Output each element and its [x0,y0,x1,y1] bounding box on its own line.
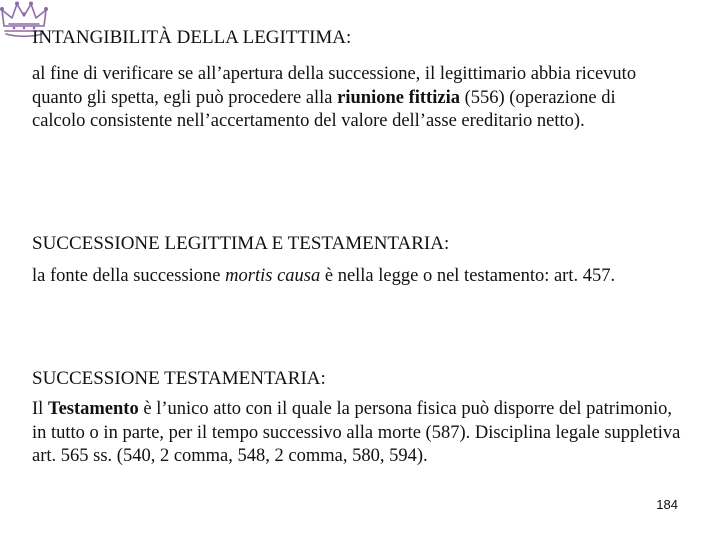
bold-term: riunione fittizia [337,87,460,108]
paragraph-text: la fonte della successione [32,266,226,286]
page-number: 184 [656,497,678,512]
paragraph-text: al fine di verificare se all’apertura della successione, il legittimario abbia ricevuto quanto gli spetta, egli può procedere alla [32,64,637,108]
paragraph-text: (556) (operazione di calcolo consistente nell’accertamento del valore dell’asse ereditario netto). [32,87,616,131]
section-paragraph-successione-legittima [32,265,692,289]
section-paragraph-successione-testamentaria [32,398,682,469]
heading-text: SUCCESSIONE LEGITTIMA E TESTAMENTARIA [32,233,444,254]
section-heading-intangibilita: INTANGIBILITÀ DELLA LEGITTIMA: [32,27,352,48]
paragraph-text: è l’unico atto con il quale la persona fisica può disporre del patrimonio, in tutto o in parte, per il tempo successivo alla morte (587). Disciplina legale suppletiva art. 565 ss. (540, 2 comma, 548, 2 comma, 580, 594). [32,399,681,466]
paragraph-text: è nella legge o nel testamento: art. 457. [320,266,616,286]
section-heading-successione-testamentaria [32,368,326,390]
paragraph-text: Il [32,399,48,419]
heading-text: SUCCESSIONE TESTAMENTARIA [32,368,321,389]
heading-suffix: : [443,233,450,254]
section-paragraph-intangibilita [32,63,672,134]
heading-suffix: : [320,368,326,389]
bold-term: Testamento [47,399,139,419]
italic-term: mortis causa [225,266,321,286]
section-heading-successione-legittima [32,233,449,255]
